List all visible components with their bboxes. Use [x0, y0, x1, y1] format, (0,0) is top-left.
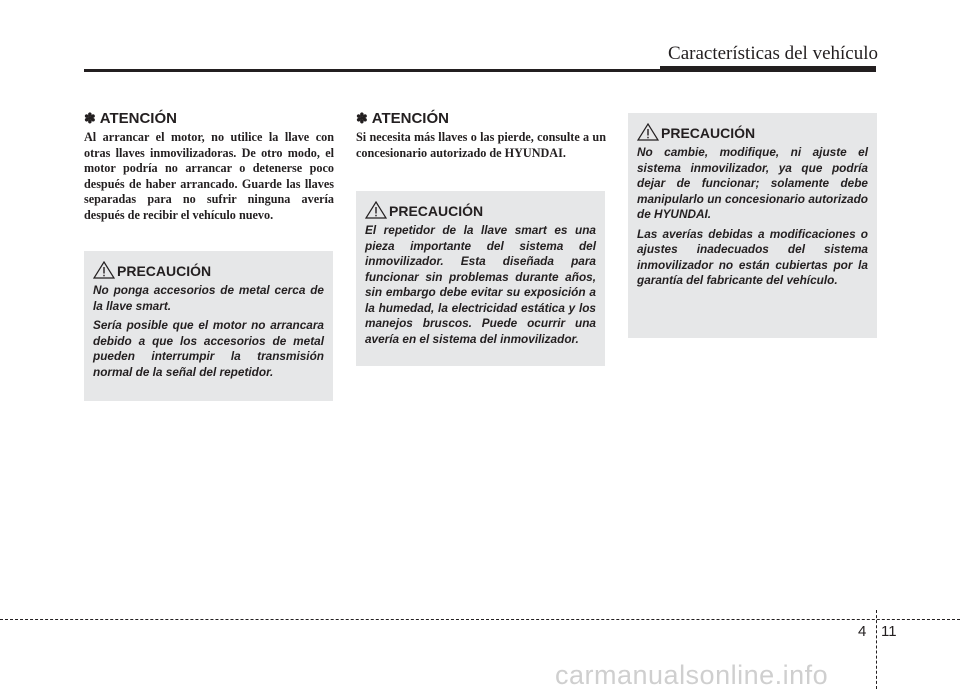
caution-header [637, 123, 868, 141]
caution-box-smart-key-repeater [356, 191, 605, 366]
caution-paragraph: Las averías debidas a modificaciones o ajustes inadecuados del sistema inmovilizador no están cubiertas por la garantía del fabricante del vehículo. [637, 226, 868, 287]
watermark: carmanualsonline.info [555, 660, 829, 690]
caution-title: PRECAUCIÓN [389, 203, 484, 219]
column-left [84, 110, 334, 224]
attention-heading-label: ATENCIÓN [99, 110, 177, 127]
attention-text: Si necesita más llaves o las pierde, consulte a un concesionario autorizado de HYUNDAI. [356, 130, 606, 160]
footer-crop-line [0, 619, 960, 620]
caution-paragraph: No ponga accesorios de metal cerca de la llave smart. [93, 283, 324, 313]
page-header-title: Características del vehículo [668, 43, 878, 64]
caution-paragraph: El repetidor de la llave smart es una pieza importante del sistema del inmovilizador. Esta diseñada para funcionar sin problemas durante años, sin embargo debe evitar su exposición a la humedad, la electricidad estática y los manejos bruscos. Puede ocurrir una avería en el sistema del inmovilizador. [365, 223, 596, 346]
attention-heading [84, 110, 334, 127]
header-rule-accent [660, 66, 876, 71]
caution-title: PRECAUCIÓN [117, 263, 212, 279]
caution-paragraph: Sería posible que el motor no arrancara debido a que los accesorios de metal pueden interrumpir la transmisión normal de la señal del repetidor. [93, 318, 324, 379]
caution-header [93, 261, 324, 279]
warning-triangle-icon [365, 201, 387, 219]
warning-triangle-icon [93, 261, 115, 279]
caution-paragraph: No cambie, modifique, ni ajuste el sistema inmovilizador, ya que podría dejar de funcionar; solamente debe manipularlo un concesionario autorizado de HYUNDAI. [637, 145, 868, 221]
attention-text: Al arrancar el motor, no utilice la llave con otras llaves inmovilizadoras. De otro modo, el motor podría no arrancar o detenerse poco después de haber arrancado. Guarde las llaves separadas para no sufrir ninguna avería después de recibir el vehículo nuevo. [84, 130, 334, 222]
footer-divider [876, 610, 877, 689]
asterisk-icon: ✽ [356, 110, 368, 126]
caution-box-metal-accessories [84, 251, 333, 401]
attention-heading-label: ATENCIÓN [371, 110, 449, 127]
caution-header [365, 201, 596, 219]
chapter-number: 4 [858, 623, 867, 640]
caution-box-immobilizer-modification [628, 113, 877, 338]
asterisk-icon: ✽ [84, 110, 96, 126]
caution-title: PRECAUCIÓN [661, 125, 756, 141]
page-number: 11 [881, 623, 897, 640]
attention-heading [356, 110, 606, 127]
column-middle [356, 110, 606, 161]
warning-triangle-icon [637, 123, 659, 141]
